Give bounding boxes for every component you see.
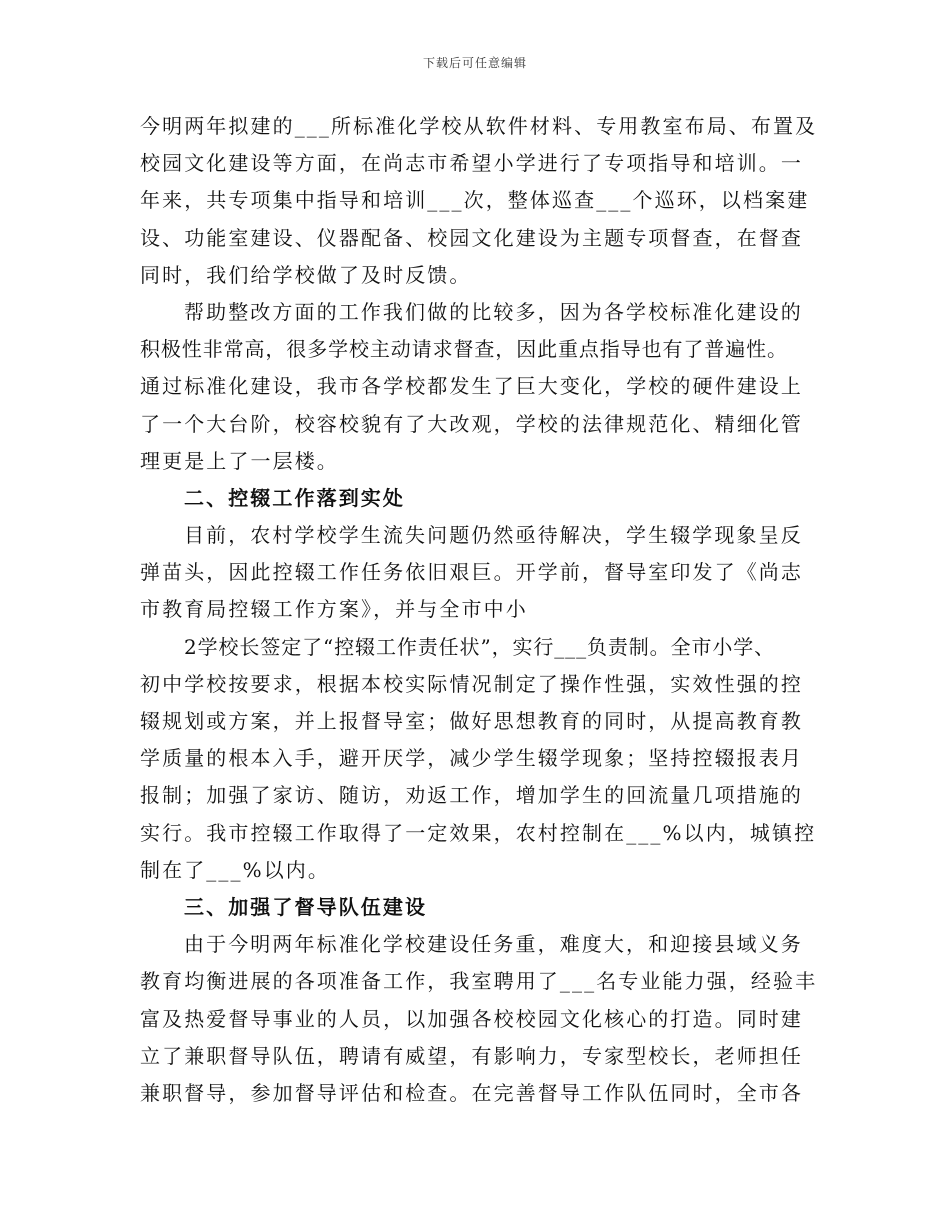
text-line: 同时，我们给学校做了及时反馈。 <box>140 262 472 287</box>
text-line: 弹苗头，因此控辍工作任务依旧艰巨。开学前，督导室印发了《尚志 <box>140 560 803 585</box>
text-line: 今明两年拟建的___所标准化学校从软件材料、专用教室布局、布置及 <box>140 114 818 138</box>
text-line: 立了兼职督导队伍，聘请有威望，有影响力，专家型校长，老师担任 <box>140 1043 803 1068</box>
text-line: 2学校长签定了“控辍工作责任状”，实行___负责制。全市小学、 <box>184 634 776 659</box>
section-heading: 三、加强了督导队伍建设 <box>184 894 428 919</box>
text-line: 年来，共专项集中指导和培训___次，整体巡查___个巡环，以档案建 <box>140 188 810 213</box>
text-line: 理更是上了一层楼。 <box>140 448 339 473</box>
text-line: 初中学校按要求，根据本校实际情况制定了操作性强，实效性强的控 <box>140 671 803 696</box>
text-line: 制在了___%以内。 <box>140 857 331 882</box>
page-header: 下载后可任意编辑 <box>422 56 527 70</box>
text-line: 学质量的根本入手，避开厌学，减少学生辍学现象；坚持控辍报表月 <box>140 746 803 771</box>
section-heading: 二、控辍工作落到实处 <box>184 485 405 510</box>
text-line: 富及热爱督导事业的人员，以加强各校校园文化核心的打造。同时建 <box>140 1006 803 1031</box>
text-line: 实行。我市控辍工作取得了一定效果，农村控制在___%以内，城镇控 <box>140 820 817 845</box>
text-line: 市教育局控辍工作方案》，并与全市中小 <box>140 597 528 622</box>
text-line: 兼职督导，参加督导评估和检查。在完善督导工作队伍同时，全市各 <box>140 1080 803 1105</box>
text-line: 校园文化建设等方面，在尚志市希望小学进行了专项指导和培训。一 <box>140 151 803 176</box>
text-line: 目前，农村学校学生流失问题仍然亟待解决，学生辍学现象呈反 <box>184 523 803 548</box>
text-line: 积极性非常高，很多学校主动请求督查，因此重点指导也有了普遍性。 <box>140 337 788 362</box>
text-line: 报制；加强了家访、随访，劝返工作，增加学生的回流量几项措施的 <box>140 783 803 808</box>
text-line: 通过标准化建设，我市各学校都发生了巨大变化，学校的硬件建设上 <box>140 374 803 399</box>
text-line: 辍规划或方案，并上报督导室；做好思想教育的同时，从提高教育教 <box>140 709 803 733</box>
text-line: 了一个大台阶，校容校貌有了大改观，学校的法律规范化、精细化管 <box>140 411 803 436</box>
text-line: 设、功能室建设、仪器配备、校园文化建设为主题专项督查，在督查 <box>140 225 803 250</box>
text-line: 教育均衡进展的各项准备工作，我室聘用了___名专业能力强，经验丰 <box>140 969 818 994</box>
document-body <box>140 108 830 1112</box>
text-line: 由于今明两年标准化学校建设任务重，难度大，和迎接县域义务 <box>184 932 803 957</box>
text-line: 帮助整改方面的工作我们做的比较多，因为各学校标准化建设的 <box>184 299 803 324</box>
